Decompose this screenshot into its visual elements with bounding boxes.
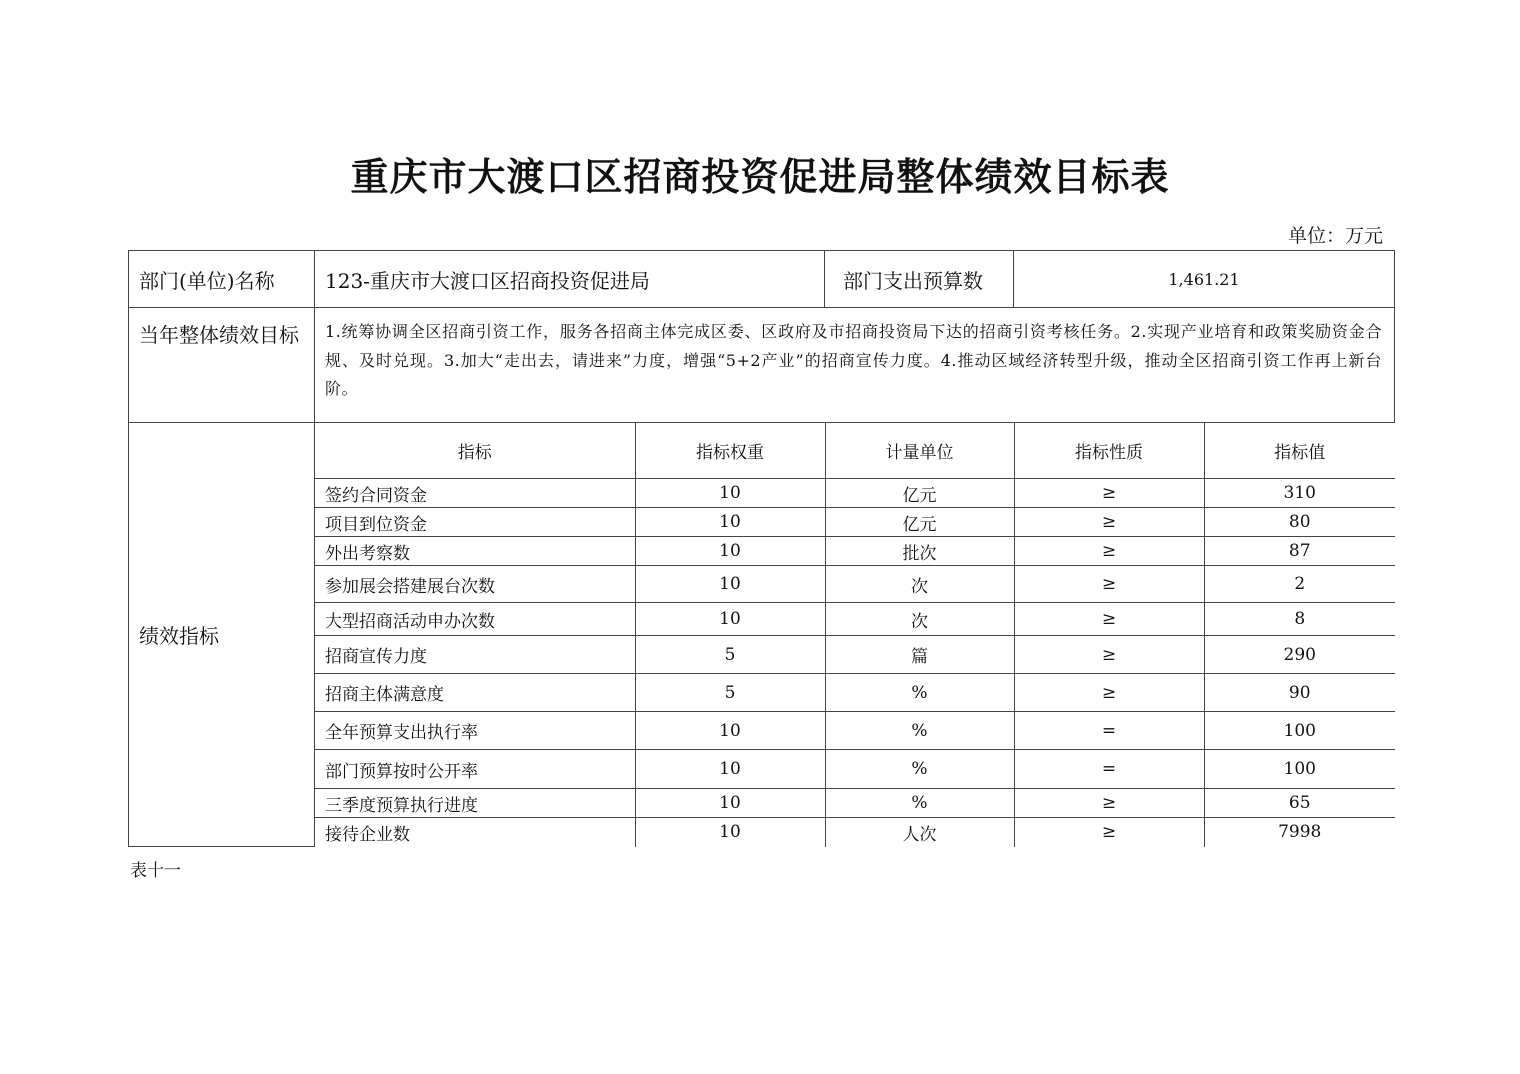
indicator-nature: ≥ <box>1014 566 1204 603</box>
indicator-unit: % <box>825 750 1014 789</box>
indicator-header-row <box>315 423 1395 479</box>
indicator-nature: ≥ <box>1014 537 1204 566</box>
goal-text: 1.统筹协调全区招商引资工作，服务各招商主体完成区委、区政府及市招商投资局下达的招商引资考核任务。2.实现产业培育和政策奖励资金合规、及时兑现。3.加大“走出去，请进来”力度，增强“5+2产业”的招商宣传力度。4.推动区域经济转型升级，推动全区招商引资工作再上新台阶。 <box>315 308 1395 423</box>
table-row <box>315 566 1395 603</box>
performance-label: 绩效指标 <box>129 423 315 847</box>
indicator-weight: 10 <box>635 789 825 818</box>
indicator-nature: ≥ <box>1014 636 1204 674</box>
table-row <box>315 636 1395 674</box>
dept-name-value: 123-重庆市大渡口区招商投资促进局 <box>315 251 825 308</box>
indicator-weight: 5 <box>635 636 825 674</box>
indicator-weight: 10 <box>635 603 825 636</box>
header-unit: 计量单位 <box>825 423 1014 479</box>
indicator-unit: 亿元 <box>825 479 1014 508</box>
indicator-unit: 篇 <box>825 636 1014 674</box>
indicator-value: 2 <box>1204 566 1395 603</box>
indicator-nature: = <box>1014 750 1204 789</box>
indicator-unit: 人次 <box>825 818 1014 847</box>
indicator-nature: ≥ <box>1014 674 1204 712</box>
indicator-table <box>315 423 1395 847</box>
indicator-value: 80 <box>1204 508 1395 537</box>
indicator-name: 三季度预算执行进度 <box>315 789 635 818</box>
indicator-weight: 10 <box>635 750 825 789</box>
table-row <box>315 750 1395 789</box>
indicator-weight: 10 <box>635 566 825 603</box>
indicator-value: 8 <box>1204 603 1395 636</box>
indicator-nature: ≥ <box>1014 603 1204 636</box>
indicator-value: 90 <box>1204 674 1395 712</box>
indicator-name: 项目到位资金 <box>315 508 635 537</box>
indicator-unit: % <box>825 674 1014 712</box>
indicator-name: 部门预算按时公开率 <box>315 750 635 789</box>
indicator-weight: 10 <box>635 479 825 508</box>
goal-label: 当年整体绩效目标 <box>129 308 315 423</box>
indicator-value: 7998 <box>1204 818 1395 847</box>
indicator-value: 310 <box>1204 479 1395 508</box>
indicator-value: 87 <box>1204 537 1395 566</box>
indicator-value: 65 <box>1204 789 1395 818</box>
indicator-unit: % <box>825 789 1014 818</box>
dept-name-label: 部门(单位)名称 <box>129 251 315 308</box>
indicator-name: 招商宣传力度 <box>315 636 635 674</box>
indicator-name: 全年预算支出执行率 <box>315 712 635 750</box>
table-row <box>315 674 1395 712</box>
header-indicator: 指标 <box>315 423 635 479</box>
indicator-name: 大型招商活动申办次数 <box>315 603 635 636</box>
header-value: 指标值 <box>1204 423 1395 479</box>
header-nature: 指标性质 <box>1014 423 1204 479</box>
indicator-name: 签约合同资金 <box>315 479 635 508</box>
unit-label: 单位：万元 <box>1287 225 1383 247</box>
table-row <box>315 508 1395 537</box>
indicator-nature: ≥ <box>1014 789 1204 818</box>
indicator-nature: ≥ <box>1014 508 1204 537</box>
indicator-weight: 10 <box>635 537 825 566</box>
indicator-weight: 10 <box>635 712 825 750</box>
table-number-note: 表十一 <box>130 861 181 881</box>
indicator-weight: 10 <box>635 508 825 537</box>
indicator-nature: = <box>1014 712 1204 750</box>
header-weight: 指标权重 <box>635 423 825 479</box>
table-row <box>315 818 1395 847</box>
indicator-unit: 次 <box>825 566 1014 603</box>
performance-target-table <box>128 250 1395 847</box>
table-row <box>315 479 1395 508</box>
indicator-name: 接待企业数 <box>315 818 635 847</box>
indicator-name: 参加展会搭建展台次数 <box>315 566 635 603</box>
indicator-nature: ≥ <box>1014 479 1204 508</box>
indicator-name: 外出考察数 <box>315 537 635 566</box>
indicator-value: 100 <box>1204 750 1395 789</box>
indicator-weight: 5 <box>635 674 825 712</box>
indicator-unit: 次 <box>825 603 1014 636</box>
indicator-unit: % <box>825 712 1014 750</box>
table-row <box>315 789 1395 818</box>
table-row <box>315 712 1395 750</box>
indicator-unit: 批次 <box>825 537 1014 566</box>
table-row <box>315 537 1395 566</box>
indicator-value: 290 <box>1204 636 1395 674</box>
budget-value: 1,461.21 <box>1014 251 1395 308</box>
indicator-nature: ≥ <box>1014 818 1204 847</box>
indicator-value: 100 <box>1204 712 1395 750</box>
table-row <box>315 603 1395 636</box>
budget-label: 部门支出预算数 <box>825 251 1014 308</box>
indicator-weight: 10 <box>635 818 825 847</box>
indicator-unit: 亿元 <box>825 508 1014 537</box>
indicator-name: 招商主体满意度 <box>315 674 635 712</box>
page-title: 重庆市大渡口区招商投资促进局整体绩效目标表 <box>350 154 1170 199</box>
